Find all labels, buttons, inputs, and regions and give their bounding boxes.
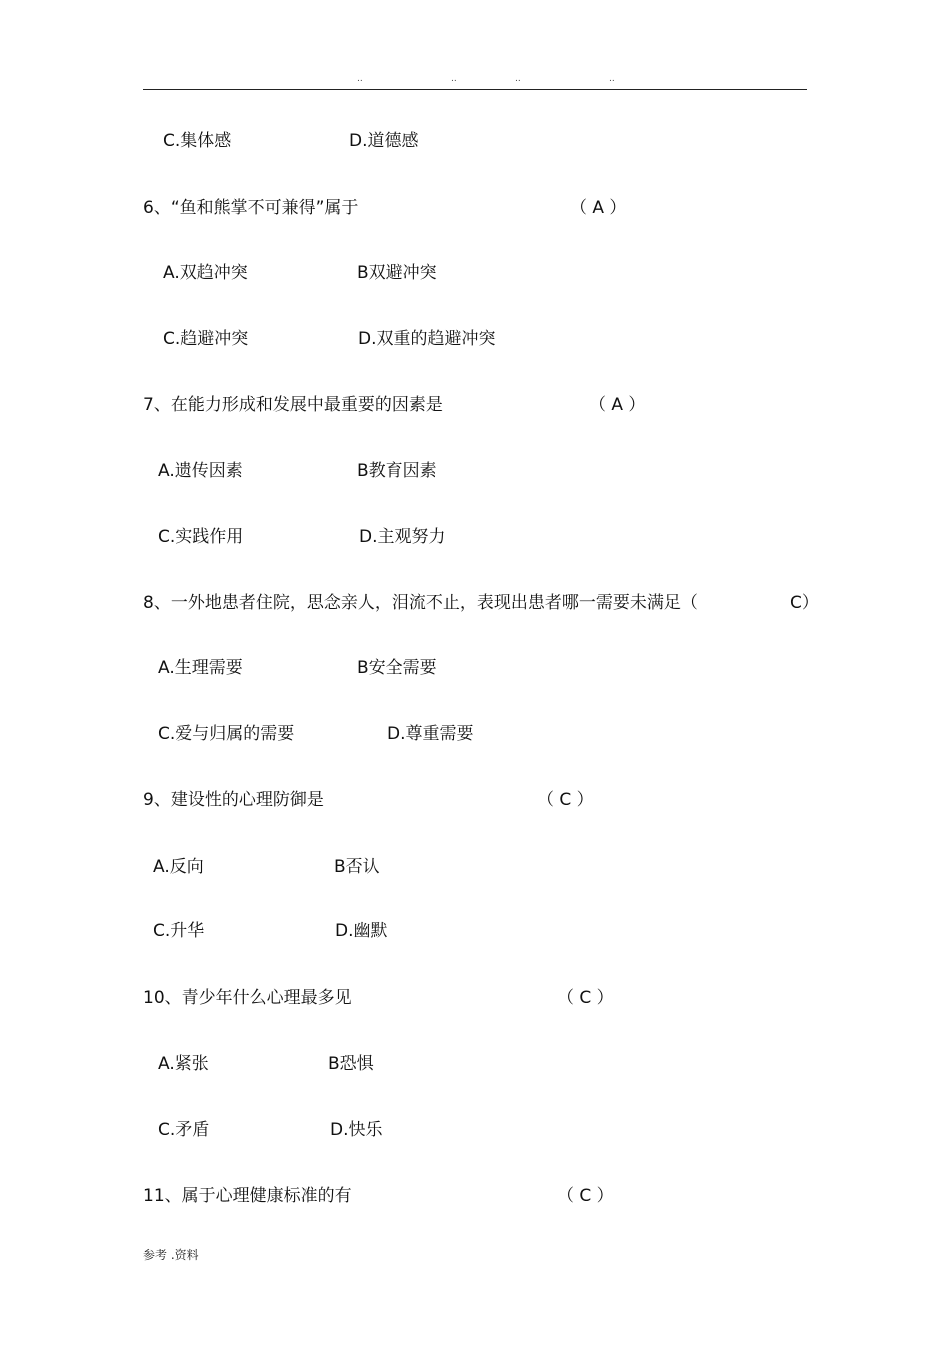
question-11: 11、属于心理健康标准的有 [143,1186,352,1206]
option-q5-c: C.集体感 [163,131,232,151]
answer-10: （ C ） [557,988,614,1008]
header-dot-2: .. [451,74,457,84]
question-7: 7、在能力形成和发展中最重要的因素是 [143,395,443,415]
option-q9-d: D.幽默 [335,921,388,941]
header-dot-1: .. [357,74,363,84]
answer-9: （ C ） [537,790,594,810]
header-dot-3: .. [515,74,521,84]
option-q6-d: D.双重的趋避冲突 [358,329,496,349]
option-q7-d: D.主观努力 [359,527,446,547]
option-q7-c: C.实践作用 [158,527,244,547]
question-9: 9、建设性的心理防御是 [143,790,324,810]
option-q7-b: B教育因素 [357,461,437,481]
option-q10-c: C.矛盾 [158,1120,210,1140]
option-q10-d: D.快乐 [330,1120,383,1140]
answer-8: C） [790,593,819,613]
option-q8-d: D.尊重需要 [387,724,474,744]
option-q8-a: A.生理需要 [158,658,243,678]
option-q8-b: B安全需要 [357,658,437,678]
option-q9-a: A.反向 [153,857,204,877]
answer-6: （ A ） [570,198,627,218]
question-10: 10、青少年什么心理最多见 [143,988,352,1008]
answer-7: （ A ） [589,395,646,415]
option-q10-a: A.紧张 [158,1054,209,1074]
footer-text: 参考 .资料 [143,1248,199,1262]
option-q9-c: C.升华 [153,921,205,941]
header-dots [0,74,950,88]
question-6: 6、“鱼和熊掌不可兼得”属于 [143,198,359,218]
option-q6-a: A.双趋冲突 [163,263,248,283]
option-q6-c: C.趋避冲突 [163,329,249,349]
answer-11: （ C ） [557,1186,614,1206]
option-q8-c: C.爱与归属的需要 [158,724,295,744]
option-q5-d: D.道德感 [349,131,419,151]
option-q10-b: B恐惧 [328,1054,374,1074]
header-dot-4: .. [609,74,615,84]
header-rule [143,89,807,90]
option-q9-b: B否认 [334,857,380,877]
option-q6-b: B双避冲突 [357,263,437,283]
question-8: 8、一外地患者住院，思念亲人，泪流不止，表现出患者哪一需要未满足（ [143,593,698,613]
option-q7-a: A.遗传因素 [158,461,243,481]
